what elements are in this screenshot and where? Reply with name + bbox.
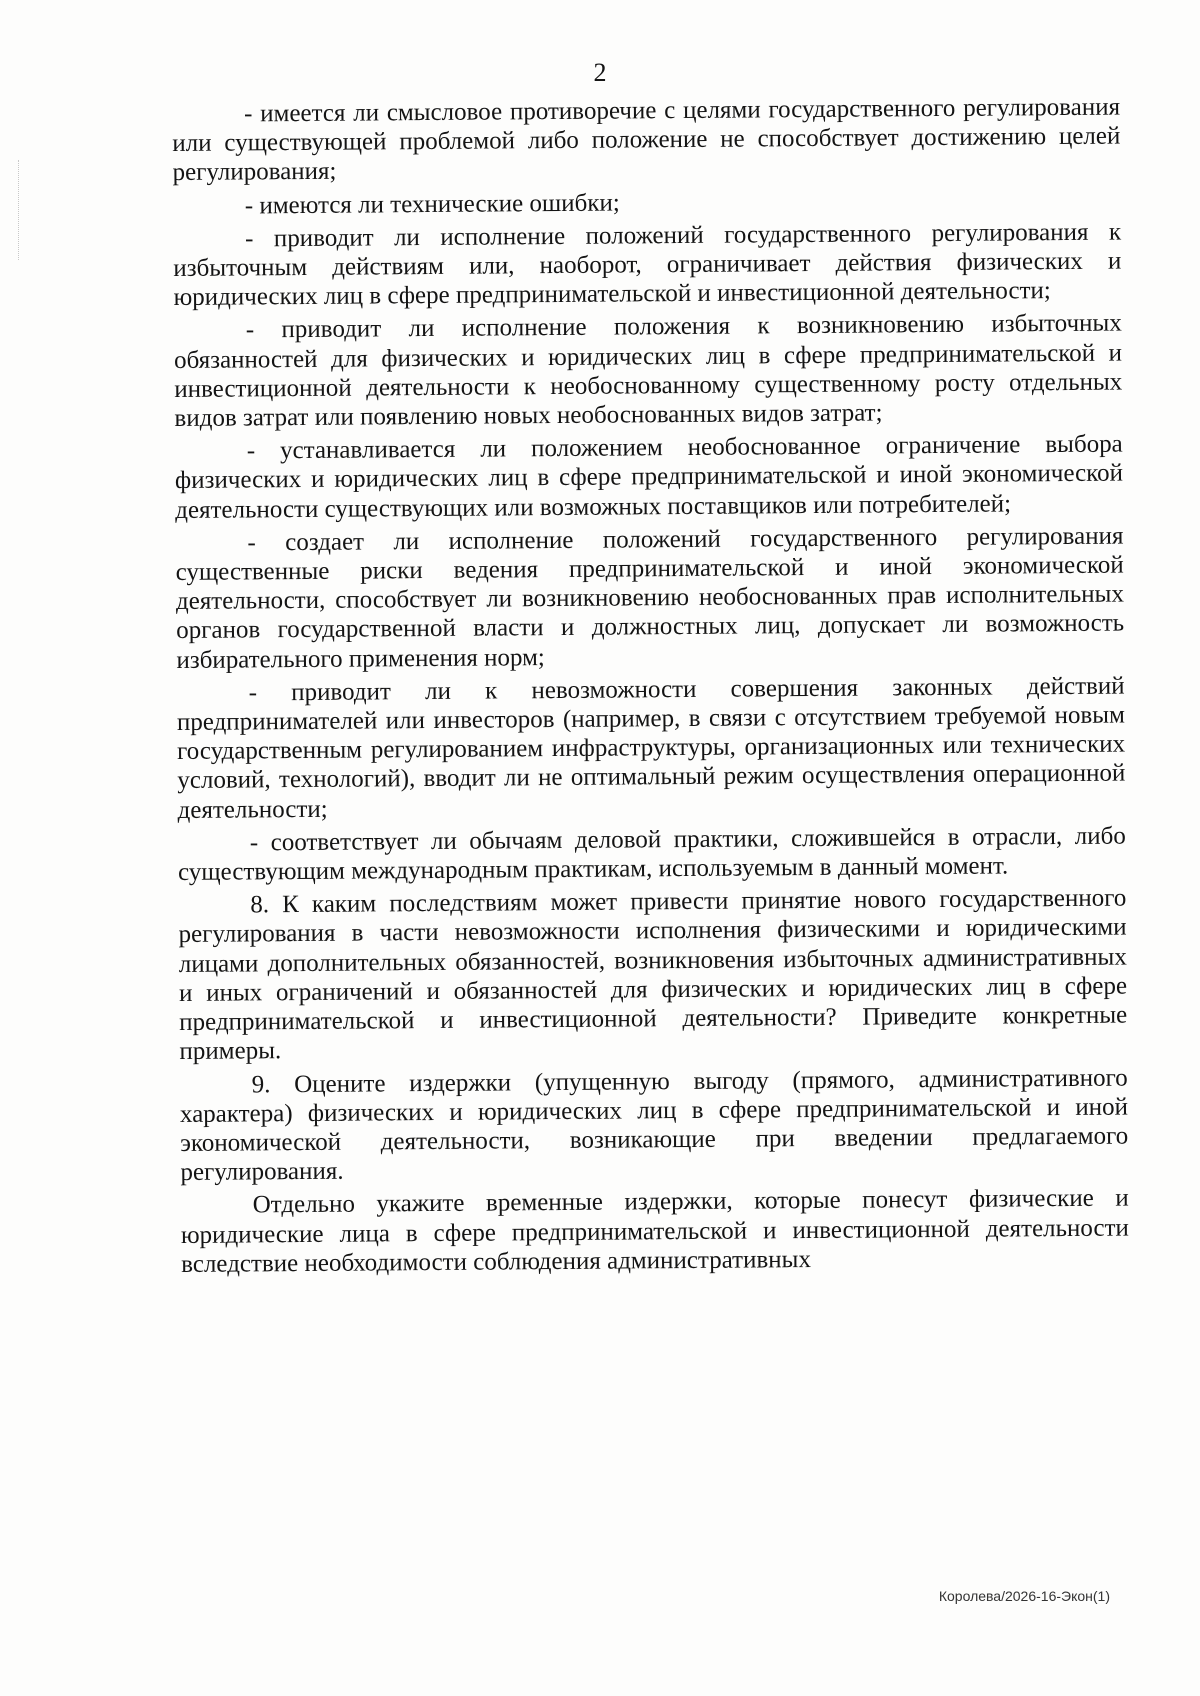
paragraph-item-8: 8. К каким последствиям может привести принятие нового государственного регулирования в части невозможности исполнения физическими и юридическими лицами дополнительных обязанностей, возникновения избыточных административных и иных ограничений и обязанностей для физических и юридических лиц в сфере предпринимательской и инвестиционной деятельности? Приведите конкретные примеры.	[178, 884, 1128, 1066]
paragraph-technical-errors: - имеются ли технические ошибки;	[244, 189, 620, 220]
paragraph-excessive-actions: - приводит ли исполнение положений государственного регулирования к избыточным действиям или, наоборот, ограничивает действия физических и юридических лиц в сфере предпринимательской и инвестиционной деятельности;	[173, 218, 1122, 312]
paragraph-business-customs: - соответствует ли обычаям деловой практики, сложившейся в отрасли, либо существующим международным практикам, используемым в данный момент.	[177, 822, 1126, 887]
paragraph-restriction-of-choice: - устанавливается ли положением необоснованное ограничение выбора физических и юридических лиц в сфере предпринимательской и иной экономической деятельности существующих или возможных поставщиков или потребителей;	[174, 430, 1124, 524]
scan-margin-mark	[18, 160, 20, 260]
paragraph-impossibility-of-legal-actions: - приводит ли к невозможности совершения законных действий предпринимателей или инвесторов (например, в связи с отсутствием требуемой новым государственным регулированием инфраструктуры, организационных или технических условий, технологий), вводит ли не оптимальный режим осуществления операционной деятельности;	[176, 672, 1126, 824]
paragraph-excessive-obligations: - приводит ли исполнение положения к возникновению избыточных обязанностей для физических и юридических лиц в сфере предпринимательской и инвестиционной деятельности к необоснованному существенному росту отдельных видов затрат или появлению новых необоснованных видов затрат;	[173, 309, 1123, 433]
paragraph-business-risks: - создает ли исполнение положений государственного регулирования существенные риски ведения предпринимательской и иной экономической деятельности, способствует ли возникновению необоснованных прав исполнительных органов государственной власти и должностных лиц, допускает ли возможность избирательного применения норм;	[175, 522, 1125, 674]
paragraph-semantic-contradiction: - имеется ли смысловое противоречие с целями государственного регулирования или существующей проблемой либо положение не способствует достижению целей регулирования;	[172, 93, 1121, 187]
footer-document-code: Королева/2026-16-Экон(1)	[938, 1588, 1110, 1604]
paragraph-time-costs: Отдельно укажите временные издержки, которые понесут физические и юридические лица в сфере предпринимательской и инвестиционной деятельности вследствие необходимости соблюдения административных	[180, 1184, 1129, 1278]
page-number: 2	[593, 58, 607, 87]
paragraph-item-9: 9. Оцените издержки (упущенную выгоду (прямого, административного характера) физических и юридических лиц в сфере предпринимательской и иной экономической деятельности, возникающие при введении предлагаемого регулирования.	[179, 1064, 1129, 1187]
body-text	[172, 93, 1129, 1283]
